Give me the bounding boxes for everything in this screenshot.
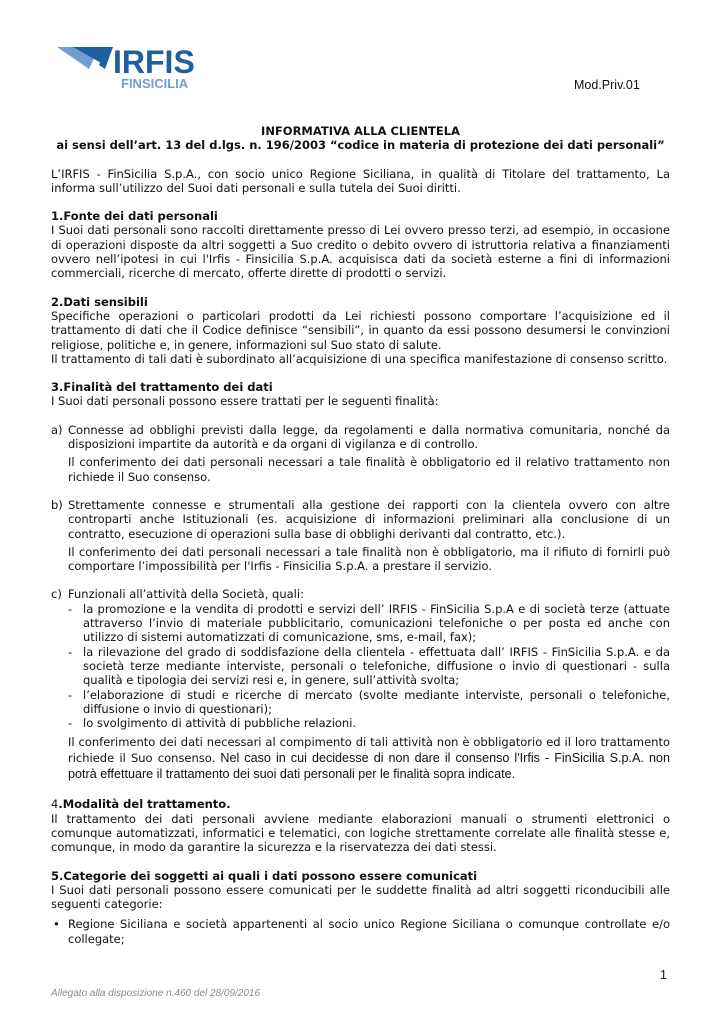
list-label-b: b) bbox=[51, 497, 63, 512]
document-body bbox=[51, 124, 670, 946]
section-4-number: 4 bbox=[51, 797, 59, 812]
list-text-a: Connesse ad obblighi previsti dalla legge, da regolamenti e dalla normativa comunitaria, nonché da disposizioni impartite da autorità e da organi di vigilanza e di controllo. bbox=[68, 422, 670, 452]
list-item-c bbox=[51, 587, 670, 601]
dash-item: - la promozione e la vendita di prodotti e servizi dell’ IRFIS - FinSicilia S.p.A e di società terze (attuate attraverso l’invio di materiale pubblicitario, comunicazioni telefoniche o per posta ed anche con utilizzo di sistemi automatizzati di comunicazione, sms, e-mail, fax); bbox=[68, 601, 670, 645]
dash-item: - lo svolgimento di attività di pubbliche relazioni. bbox=[68, 716, 357, 731]
section-1-heading: 1.Fonte dei dati personali bbox=[51, 209, 218, 224]
bullet-text: Regione Siciliana e società appartenenti al socio unico Regione Siciliana o comunque controllate e/o collegate; bbox=[68, 917, 670, 946]
list-note-c-part2: . Nel caso in cui decidesse di non dare il consenso l'Irfis - FinSicilia S.p.A. non potrà effettuare il trattamento dei suoi dati personali per le finalità sopra indicate. bbox=[68, 751, 670, 782]
logo-sub-text: FINSICILIA bbox=[121, 76, 189, 91]
dash-item: - l’elaborazione di studi e ricerche di mercato (svolte mediante interviste, personali o telefoniche, diffusione o invio di questionari); bbox=[68, 687, 670, 716]
section-2-text-2: Il trattamento di tali dati è subordinato all’acquisizione di una specifica manifestazione di consenso scritto. bbox=[51, 351, 668, 366]
module-code: Mod.Priv.01 bbox=[574, 78, 640, 92]
title-line-2: ai sensi dell’art. 13 del d.lgs. n. 196/2003 “codice in materia di protezione dei dati personali” bbox=[56, 138, 665, 153]
list-text-b: Strettamente connesse e strumentali alla gestione dei rapporti con la clientela ovvero con altre controparti anche Istituzionali (es. acquisizione di informazioni preliminari alla conclusione di un contratto, esecuzione di operazioni sulla base di obblighi derivanti dal contratto, etc.). bbox=[68, 497, 670, 541]
section-5-text: I Suoi dati personali possono essere comunicati per le suddette finalità ad altri soggetti riconducibili alle seguenti categorie: bbox=[51, 882, 670, 912]
bullet-icon: • bbox=[53, 917, 60, 932]
list-note-b: Il conferimento dei dati personali necessari a tale finalità non è obbligatorio, ma il rifiuto di fornirli può comportare l’impossibilità per l'Irfis - Finsicilia S.p.A. a prestare il servizio. bbox=[68, 544, 670, 574]
list-item-a bbox=[51, 423, 670, 452]
section-1-text: I Suoi dati personali sono raccolti direttamente presso di Lei ovvero presso terzi, ad esempio, in occasione di operazioni disposte da altri soggetti a Suo credito o debito ovvero di istruttoria relativa a finanziamenti ovvero nell’ipotesi in cui l'Irfis - Finsicilia S.p.A. acquisisca dati da società esterne a fini di informazioni commerciali, ricerche di mercato, offerte dirette di prodotti o servizi. bbox=[51, 223, 670, 281]
section-2-text: Specifiche operazioni o particolari prodotti da Lei richiesti possono comportare l’acquisizione ed il trattamento di dati che il Codice definisce “sensibili”, in quanto da essi possono desumersi le convinzioni religiose, politiche e, in genere, informazioni sul Suo stato di salute. bbox=[51, 308, 670, 352]
dash-item-text: lo svolgimento di attività di pubbliche relazioni. bbox=[83, 716, 357, 731]
bullet-item bbox=[51, 917, 670, 946]
title-line-1: INFORMATIVA ALLA CLIENTELA bbox=[261, 124, 460, 138]
section-5-heading: 5.Categorie dei soggetti ai quali i dati possono essere comunicati bbox=[51, 868, 478, 883]
logo-main-text: IRFIS bbox=[113, 44, 195, 80]
section-4-text: Il trattamento dei dati personali avviene mediante elaborazioni manuali o strumenti elettronici o comunque automatizzati, informatici e telematici, con logiche strettamente correlate alle finalità stesse e, comunque, in modo da garantire la sicurezza e la riservatezza dei dati stessi. bbox=[51, 811, 670, 855]
list-note-a: Il conferimento dei dati personali necessari a tale finalità è obbligatorio ed il relativo trattamento non richiede il Suo consenso. bbox=[68, 455, 670, 484]
document-title bbox=[51, 124, 670, 153]
dash-item-text: la rilevazione del grado di soddisfazione della clientela - effettuata dall’ IRFIS - FinSicilia S.p.A. e da società terze mediante interviste, personali o telefoniche, diffusione o invio di questionari - sulla qualità e tipologia dei servizi resi e, in genere, sull’attività svolta; bbox=[83, 644, 670, 688]
section-4-title: .Modalità del trattamento. bbox=[58, 797, 231, 812]
section-2-heading: 2.Dati sensibili bbox=[51, 294, 148, 309]
section-3-intro: I Suoi dati personali possono essere trattati per le seguenti finalità: bbox=[51, 394, 439, 409]
list-text-c: Funzionali all’attività della Società, quali: bbox=[68, 587, 304, 602]
page-number: 1 bbox=[660, 968, 667, 982]
dash-item: - la rilevazione del grado di soddisfazione della clientela - effettuata dall’ IRFIS - FinSicilia S.p.A. e da società terze mediante interviste, personali o telefoniche, diffusione o invio di questionari - sulla qualità e tipologia dei servizi resi e, in genere, sull’attività svolta; bbox=[68, 644, 670, 688]
list-item-b bbox=[51, 498, 670, 541]
section-3-heading: 3.Finalità del trattamento dei dati bbox=[51, 380, 273, 395]
list-label-c: c) bbox=[51, 587, 62, 602]
section-4-heading bbox=[51, 797, 670, 811]
intro-paragraph: L’IRFIS - FinSicilia S.p.A., con socio unico Regione Siciliana, in qualità di Titolare del trattamento, La informa sull’utilizzo del Suoi dati personali e sulla tutela dei Suoi diritti. bbox=[51, 166, 670, 195]
logo-swoosh-icon bbox=[55, 43, 215, 93]
list-note-c bbox=[51, 734, 670, 782]
list-note-c-part1: Il conferimento dei dati necessari al compimento di tali attività non è obbligatorio ed il loro trattamento richiede il Suo consenso bbox=[68, 735, 670, 766]
irfis-logo bbox=[55, 43, 215, 93]
dash-item-text: l’elaborazione di studi e ricerche di mercato (svolte mediante interviste, personali o telefoniche, diffusione o invio di questionari); bbox=[83, 687, 670, 716]
dash-item-text: la promozione e la vendita di prodotti e servizi dell’ IRFIS - FinSicilia S.p.A e di società terze (attuate attraverso l’invio di materiale pubblicitario, comunicazioni telefoniche o per posta ed anche con utilizzo di sistemi automatizzati di comunicazione, sms, e-mail, fax); bbox=[83, 601, 670, 645]
footer-note: Allegato alla disposizione n.460 del 28/09/2016 bbox=[51, 988, 261, 999]
list-label-a: a) bbox=[51, 422, 63, 437]
